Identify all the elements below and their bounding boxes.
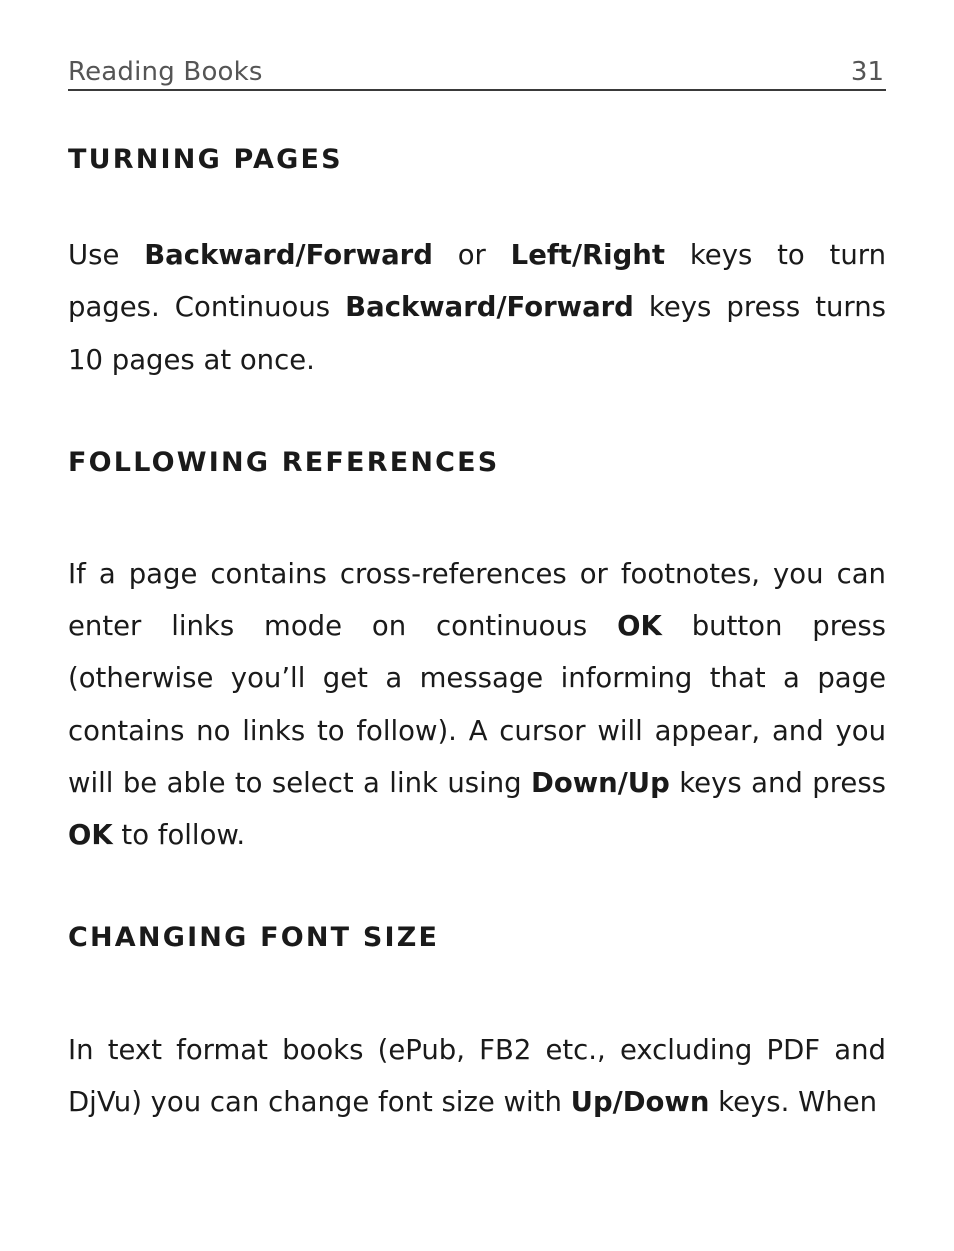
key-name: Backward/Forward <box>144 239 433 271</box>
text-run: button press (otherwise you’ll get a message informing that a page contains no links to follow). A cursor will appear, and you will be able to select a link using <box>68 610 886 800</box>
text-run: keys to turn pages. Continuous <box>68 239 886 324</box>
section-heading-following-references: FOLLOWING REFERENCES <box>68 446 500 478</box>
key-name: Backward/Forward <box>345 291 634 324</box>
document-page <box>68 0 886 1128</box>
text-run: If a page contains cross-references or footnotes, you can enter links mode on continuous <box>68 557 886 643</box>
text-run: to follow. <box>112 819 246 852</box>
text-run: keys press turns 10 pages at once. <box>68 291 886 376</box>
running-header <box>68 0 886 91</box>
section-heading-changing-font-size: CHANGING FONT SIZE <box>68 921 440 953</box>
section-heading-turning-pages: TURNING PAGES <box>68 144 343 175</box>
section-body-changing-font-size <box>68 1024 886 1129</box>
chapter-title: Reading Books <box>68 57 263 87</box>
text-run: or <box>432 239 511 271</box>
key-name: OK <box>68 819 113 852</box>
section-body-turning-pages <box>68 229 886 386</box>
key-name: Left/Right <box>510 239 666 271</box>
key-name: Down/Up <box>531 767 670 800</box>
text-run: keys. When <box>709 1085 878 1118</box>
key-name: Up/Down <box>570 1085 710 1118</box>
text-run: Use <box>68 239 145 271</box>
section-body-following-references <box>68 548 886 862</box>
text-run: In text format books (ePub, FB2 etc., excluding PDF and DjVu) you can change font size with <box>68 1033 886 1118</box>
text-run: keys and press <box>669 767 886 800</box>
page-number: 31 <box>850 57 884 87</box>
key-name: OK <box>617 610 662 643</box>
